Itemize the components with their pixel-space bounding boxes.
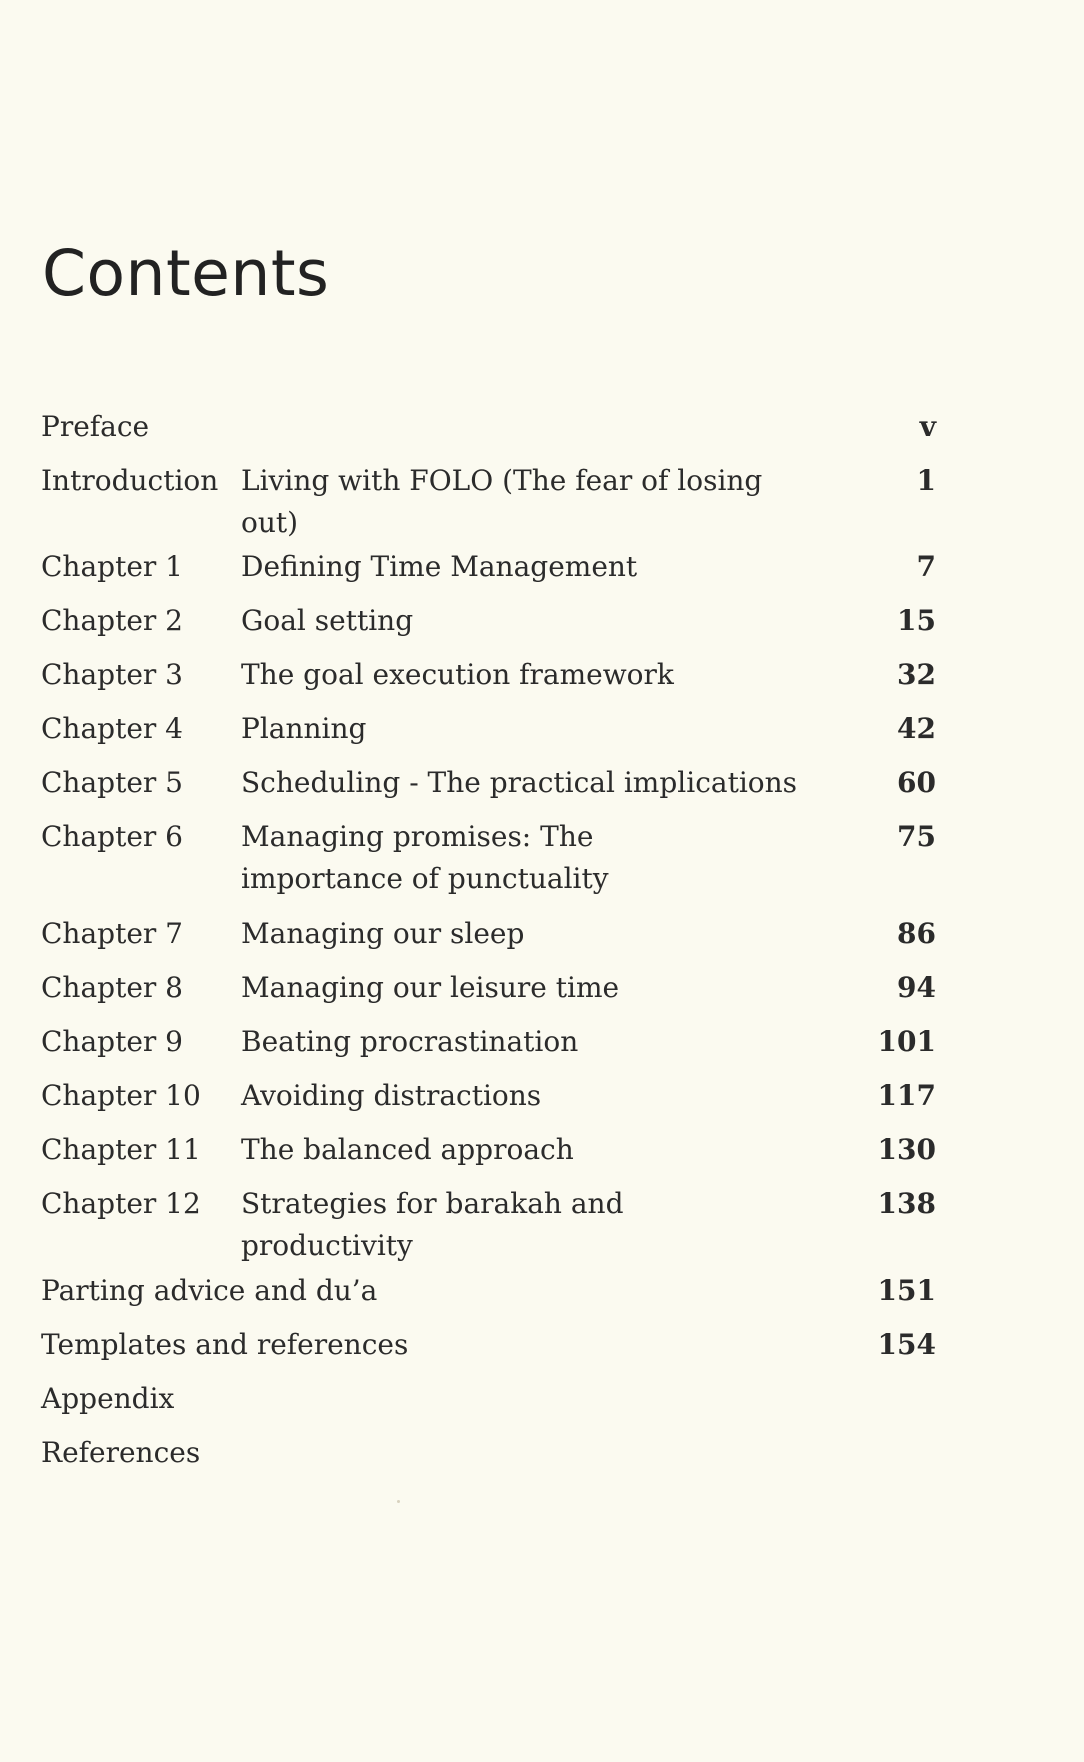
toc-entry-title: Goal setting: [241, 604, 414, 637]
toc-entry-label: Chapter 8: [41, 971, 183, 1004]
toc-entry-title: Managing our leisure time: [241, 971, 620, 1004]
toc-entry-label: Parting advice and du’a: [41, 1274, 378, 1307]
paper-speck: [397, 1500, 400, 1503]
toc-entry-title: Managing our sleep: [241, 917, 525, 950]
toc-entry-label: Chapter 10: [41, 1079, 201, 1112]
toc-entry-page: v: [919, 410, 936, 443]
toc-entry-page: 151: [877, 1274, 936, 1307]
toc-entry-title: Planning: [241, 712, 367, 745]
toc-entry-label: Appendix: [41, 1382, 175, 1415]
toc-entry-label: Templates and references: [41, 1328, 409, 1361]
toc-entry-label: References: [41, 1436, 201, 1469]
toc-entry-label: Chapter 3: [41, 658, 183, 691]
toc-entry-title: Scheduling - The practical implications: [241, 766, 798, 799]
page-title: Contents: [42, 237, 330, 310]
toc-entry-label: Chapter 2: [41, 604, 183, 637]
toc-entry-title: Strategies for barakah and productivity: [241, 1187, 624, 1262]
toc-entry-page: 42: [897, 712, 936, 745]
toc-entry-label: Chapter 11: [41, 1133, 201, 1166]
toc-entry-label: Preface: [41, 410, 150, 443]
toc-entry-label: Chapter 9: [41, 1025, 183, 1058]
toc-entry-title: Avoiding distractions: [241, 1079, 542, 1112]
toc-entry-title: Beating procrastination: [241, 1025, 579, 1058]
toc-entry-label: Chapter 6: [41, 820, 183, 853]
toc-entry-label: Chapter 7: [41, 917, 183, 950]
toc-entry-page: 1: [916, 464, 936, 497]
toc-entry-page: 86: [897, 917, 936, 950]
toc-entry-page: 101: [877, 1025, 936, 1058]
toc-entry-page: 60: [897, 766, 936, 799]
toc-entry-title: Managing promises: The importance of punctuality: [241, 820, 609, 895]
toc-entry-page: 15: [897, 604, 936, 637]
toc-entry-page: 94: [897, 971, 936, 1004]
toc-entry-title: The goal execution framework: [241, 658, 674, 691]
toc-entry-page: 7: [916, 550, 936, 583]
toc-entry-page: 117: [877, 1079, 936, 1112]
toc-entry-label: Introduction: [41, 464, 219, 497]
toc-entry-page: 138: [877, 1187, 936, 1220]
toc-entry-title: The balanced approach: [241, 1133, 574, 1166]
toc-entry-label: Chapter 1: [41, 550, 183, 583]
toc-entry-page: 154: [877, 1328, 936, 1361]
toc-entry-label: Chapter 12: [41, 1187, 201, 1220]
toc-entry-page: 32: [897, 658, 936, 691]
toc-entry-title: Living with FOLO (The fear of losing out): [241, 464, 763, 539]
toc-entry-page: 130: [877, 1133, 936, 1166]
toc-entry-title: Defining Time Management: [241, 550, 638, 583]
toc-entry-page: 75: [897, 820, 936, 853]
toc-entry-label: Chapter 4: [41, 712, 183, 745]
toc-entry-label: Chapter 5: [41, 766, 183, 799]
